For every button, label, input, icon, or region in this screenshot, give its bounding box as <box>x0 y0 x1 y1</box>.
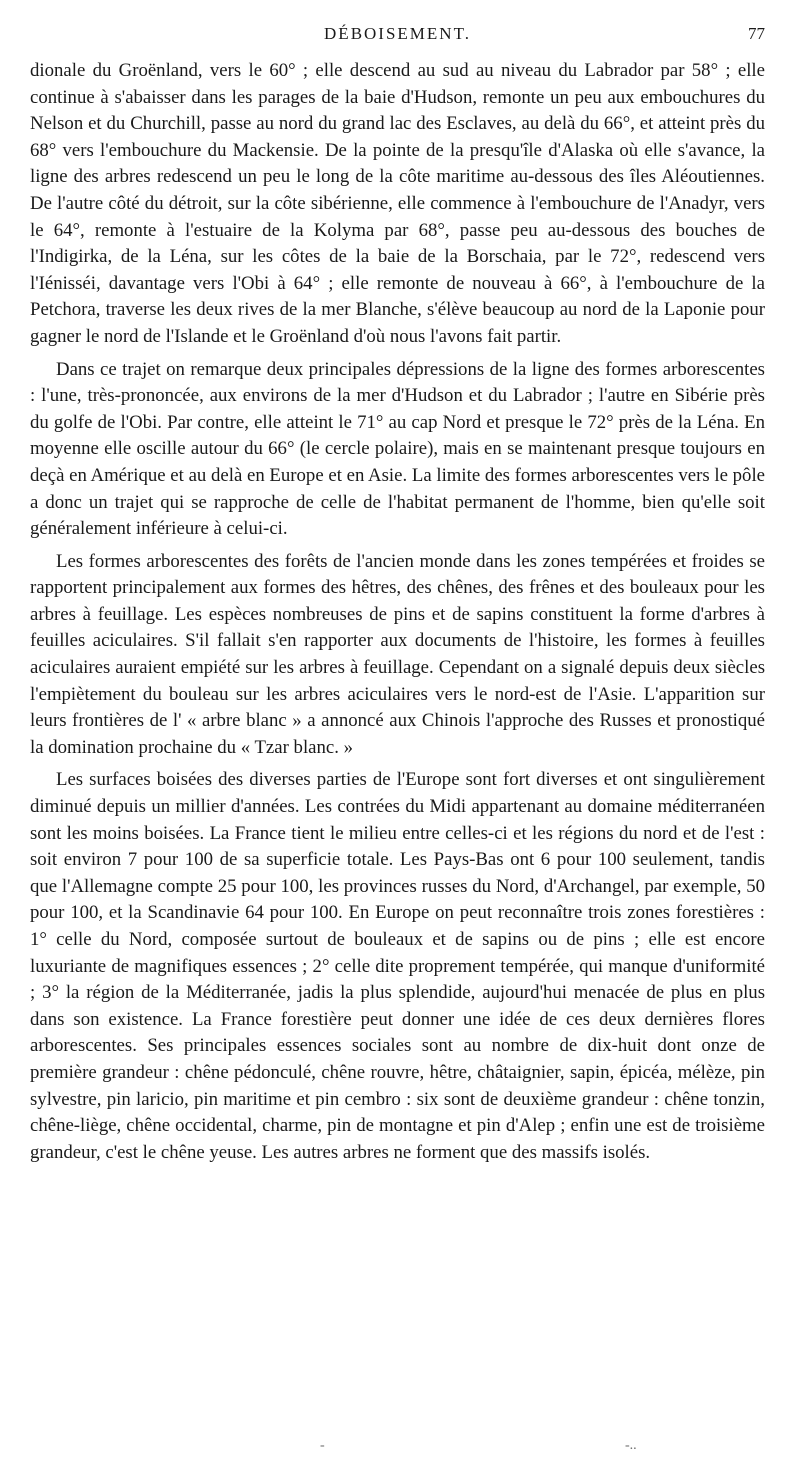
page-header <box>30 24 765 50</box>
paragraph-1: dionale du Groënland, vers le 60° ; elle descend au sud au niveau du Labrador par 58° ; elle continue à s'abaisser dans les parages de la baie d'Hudson, remonte un peu aux embouchures du Nelson et du Churchill, passe au nord du grand lac des Esclaves, au delà du 66°, et atteint près du 68° vers l'embouchure du Mackensie. De la pointe de la presqu'île d'Alaska où elle s'avance, la ligne des arbres redescend un peu le long de la côte maritime au-dessous des îles Aléoutiennes. De l'autre côté du détroit, sur la côte sibérienne, elle commence à l'embouchure de l'Anadyr, vers le 64°, remonte à l'estuaire de la Kolyma par 68°, passe peu au-dessous des bouches de l'Indigirka, de la Léna, sur les côtes de la baie de la Borschaia, par le 72°, redescend vers l'Iénisséi, davantage vers l'Obi à 64° ; elle remonte de nouveau à 66°, à l'embouchure de la Petchora, traverse les deux rives de la mer Blanche, s'élève beaucoup au nord de la Laponie pour gagner le nord de l'Islande et le Groënland d'où nous l'avons fait partir. <box>30 60 765 347</box>
footer-mark-right: -.. <box>625 1438 637 1453</box>
running-head: DÉBOISEMENT. <box>324 24 471 43</box>
footer-mark-left: - <box>320 1438 325 1453</box>
book-page <box>30 24 765 1172</box>
paragraph-2: Dans ce trajet on remarque deux principales dépressions de la ligne des formes arborescentes : l'une, très-prononcée, aux environs de la mer d'Hudson et du Labrador ; l'autre en Sibérie près du golfe de l'Obi. Par contre, elle atteint le 71° au cap Nord et presque le 72° près de la Léna. En moyenne elle oscille autour du 66° (le cercle polaire), mais en se maintenant presque toujours en deçà en Amérique et au delà en Europe et en Asie. La limite des formes arborescentes vers le pôle a donc un trajet qui se rapproche de celle de l'habitat permanent de l'homme, bien qu'elle soit généralement inférieure à celui-ci. <box>30 358 765 540</box>
paragraph-3: Les formes arborescentes des forêts de l'ancien monde dans les zones tempérées et froides se rapportent principalement aux formes des hêtres, des chênes, des frênes et des bouleaux pour les arbres à feuillage. Les espèces nombreuses de pins et de sapins constituent la forme d'arbres à feuilles aciculaires. S'il fallait s'en rapporter aux documents de l'histoire, les formes à feuilles aciculaires auraient empiété sur les arbres à feuillage. Cependant on a signalé depuis deux siècles l'empiètement du bouleau sur les arbres aciculaires vers le nord-est de l'Asie. L'apparition sur leurs frontières de l' « arbre blanc » a annoncé aux Chinois l'approche des Russes et pronostiqué la domination prochaine du « Tzar blanc. » <box>30 550 765 758</box>
paragraph-4: Les surfaces boisées des diverses parties de l'Europe sont fort diverses et ont singulièrement diminué depuis un millier d'années. Les contrées du Midi appartenant au domaine méditerranéen sont les moins boisées. La France tient le milieu entre celles-ci et les régions du nord et de l'est : soit environ 7 pour 100 de sa superficie totale. Les Pays-Bas ont 6 pour 100 seulement, tandis que l'Allemagne compte 25 pour 100, les provinces russes du Nord, d'Archangel, par exemple, 50 pour 100, et la Scandinavie 64 pour 100. En Europe on peut reconnaître trois zones forestières : 1° celle du Nord, composée surtout de bouleaux et de sapins ou de pins ; elle est encore luxuriante de magnifiques essences ; 2° celle dite proprement tempérée, qui manque d'uniformité ; 3° la région de la Méditerranée, jadis la plus splendide, aujourd'hui menacée de plus en plus dans son existence. La France forestière peut donner une idée de ces deux dernières flores arborescentes. Ses principales essences sociales sont au nombre de dix-huit dont onze de première grandeur : chêne pédonculé, chêne rouvre, hêtre, châtaignier, sapin, épicéa, mélèze, pin sylvestre, pin laricio, pin maritime et pin cembro : six sont de deuxième grandeur : chêne tonzin, chêne-liège, chêne occidental, charme, pin de montagne et pin d'Alep ; enfin une est de troisième grandeur, c'est le chêne yeuse. Les autres arbres ne forment que des massifs isolés. <box>30 769 765 1163</box>
page-number: 77 <box>748 24 765 43</box>
footer-marks <box>0 1438 800 1458</box>
